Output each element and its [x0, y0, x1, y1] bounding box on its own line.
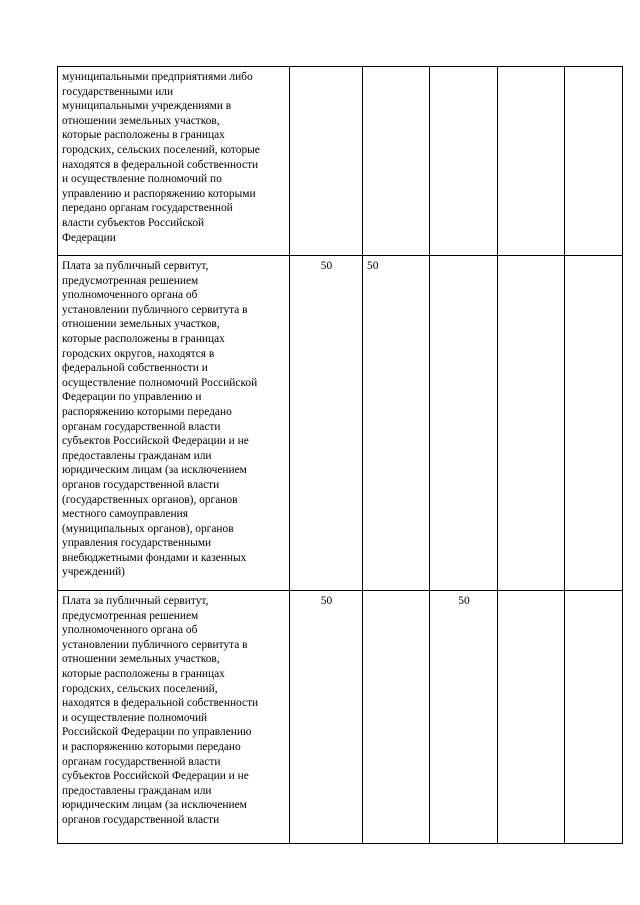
- description-line: юридическим лицам (за исключением: [62, 799, 247, 812]
- row-description-cell: [58, 591, 290, 844]
- table-body: [58, 67, 623, 844]
- description-line: предоставлены гражданам или: [62, 784, 212, 797]
- description-line: федеральной собственности и: [62, 362, 208, 375]
- description-line: осуществление полномочий Российской: [62, 376, 258, 389]
- description-line: и осуществление полномочий: [62, 711, 208, 724]
- description-line: субъектов Российской Федерации и не: [62, 435, 249, 448]
- revenue-distribution-table: [57, 66, 623, 844]
- description-line: которые расположены в границах: [62, 129, 225, 142]
- value-cell-col-d: [498, 591, 565, 844]
- description-line: местного самоуправления: [62, 508, 188, 521]
- description-line: предоставлены гражданам или: [62, 449, 212, 462]
- value-cell-col-b: [363, 67, 430, 256]
- description-line: которые расположены в границах: [62, 332, 225, 345]
- value-cell-col-c: 50: [430, 591, 498, 844]
- description-line: городских, сельских поселений, которые: [62, 143, 260, 156]
- description-line: предусмотренная решением: [62, 609, 199, 622]
- value-cell-col-c: [430, 256, 498, 591]
- description-line: органов государственной власти: [62, 813, 220, 826]
- description-line: установлении публичного сервитута в: [62, 638, 248, 651]
- description-line: (муниципальных органов), органов: [62, 522, 234, 535]
- description-line: и распоряжению которыми передано: [62, 740, 241, 753]
- description-line: городских, сельских поселений,: [62, 682, 218, 695]
- value-cell-col-e: [565, 67, 623, 256]
- description-line: передано органам государственной: [62, 202, 233, 215]
- description-line: находятся в федеральной собственности: [62, 158, 259, 171]
- description-line: Плата за публичный сервитут,: [62, 595, 209, 607]
- description-line: юридическим лицам (за исключением: [62, 464, 247, 477]
- description-line: власти субъектов Российской: [62, 216, 205, 229]
- value-cell-col-a: 50: [290, 256, 363, 591]
- row-description-cell: [58, 67, 290, 256]
- description-line: (государственных органов), органов: [62, 493, 238, 506]
- value-cell-col-d: [498, 67, 565, 256]
- description-line: органам государственной власти: [62, 755, 221, 768]
- description-line: которые расположены в границах: [62, 667, 225, 680]
- value-cell-col-b: 50: [363, 256, 430, 591]
- value-cell-col-c: [430, 67, 498, 256]
- description-line: управления государственными: [62, 537, 212, 550]
- description-line: уполномоченного органа об: [62, 624, 198, 637]
- table-row: [58, 256, 623, 591]
- value-cell-col-b: [363, 591, 430, 844]
- description-line: управлению и распоряжению которыми: [62, 187, 256, 200]
- description-line: органам государственной власти: [62, 420, 221, 433]
- value-cell-col-e: [565, 256, 623, 591]
- value-cell-col-e: [565, 591, 623, 844]
- description-line: распоряжению которыми передано: [62, 405, 232, 418]
- description-line: городских округов, находятся в: [62, 347, 215, 360]
- description-line: отношении земельных участков,: [62, 653, 220, 666]
- value-cell-col-a: [290, 67, 363, 256]
- description-line: и осуществление полномочий по: [62, 173, 222, 186]
- description-line: находятся в федеральной собственности: [62, 697, 259, 710]
- description-line: отношении земельных участков,: [62, 114, 220, 127]
- description-line: субъектов Российской Федерации и не: [62, 770, 249, 783]
- description-line: предусмотренная решением: [62, 274, 199, 287]
- description-line: учреждений): [62, 566, 125, 579]
- description-line: отношении земельных участков,: [62, 318, 220, 331]
- description-line: муниципальными учреждениями в: [62, 100, 232, 113]
- description-line: Плата за публичный сервитут,: [62, 260, 209, 272]
- row-description-cell: [58, 256, 290, 591]
- description-line: Федерации по управлению и: [62, 391, 202, 404]
- table-row: [58, 591, 623, 844]
- description-line: Российской Федерации по управлению: [62, 726, 252, 739]
- description-line: органов государственной власти: [62, 478, 220, 491]
- description-line: государственными или: [62, 85, 174, 98]
- description-line: муниципальными предприятиями либо: [62, 71, 253, 83]
- description-line: внебюджетными фондами и казенных: [62, 551, 247, 564]
- description-line: уполномоченного органа об: [62, 289, 198, 302]
- description-line: Федерации: [62, 231, 116, 244]
- value-cell-col-a: 50: [290, 591, 363, 844]
- value-cell-col-d: [498, 256, 565, 591]
- table-row: [58, 67, 623, 256]
- description-line: установлении публичного сервитута в: [62, 303, 248, 316]
